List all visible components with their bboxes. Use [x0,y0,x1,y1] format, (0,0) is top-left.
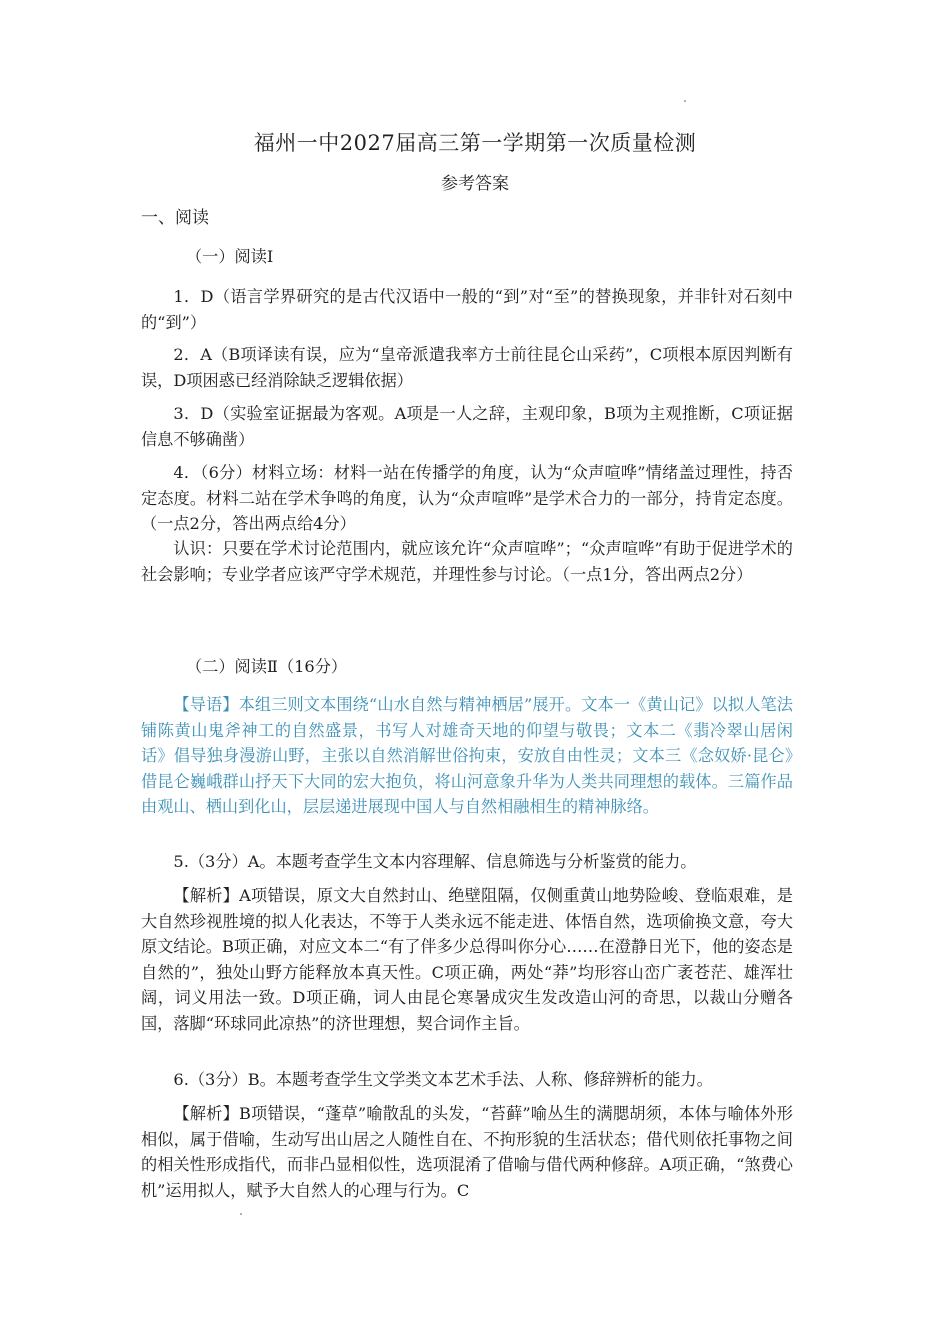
reading2-intro: 【导语】本组三则文本围绕“山水自然与精神栖居”展开。文本一《黄山记》以拟人笔法铺陈黄山鬼斧神工的自然盛景，书写人对雄奇天地的仰望与敬畏；文本二《翡冷翠山居闲话》倡导独身漫游山野，主张以自然消解世俗拘束，安放自由性灵；文本三《念奴娇·昆仑》借昆仑巍峨群山抒天下大同的宏大抱负，将山河意象升华为人类共同理想的载体。三篇作品由观山、栖山到化山，层层递进展现中国人与自然相融相生的精神脉络。 [141,695,793,817]
subsection-heading-reading2: （二）阅读Ⅱ（16分） [186,657,348,676]
answer-q5-analysis: 【解析】A项错误，原文大自然封山、绝壁阻隔，仅侧重黄山地势险峻、登临艰难，是大自然珍视胜境的拟人化表达，不等于人类永远不能走进、体悟自然，选项偷换文意，夸大原文结论。B项正确，对应文本二“有了伴多少总得叫你分心……在澄静日光下，他的姿态是自然的”，独处山野方能释放本真天性。C项正确，两处“莽”均形容山峦广袤苍茫、雄浑壮阔，词义用法一致。D项正确，词人由昆仑寒暑成灾生发改造山河的奇思，以裁山分赠各国，落脚“环球同此凉热”的济世理想，契合词作主旨。 [141,886,793,1033]
answer-q5-head: 5.（3分）A。本题考查学生文本内容理解、信息筛选与分析鉴赏的能力。 [173,852,697,871]
page-subtitle: 参考答案 [441,174,509,194]
answer-q6-analysis: 【解析】B项错误，“蓬草”喻散乱的头发，“苔藓”喻丛生的满腮胡须，本体与喻体外形相似，属于借喻，生动写出山居之人随性自在、不拘形貌的生活状态；借代则依托事物之间的相关性形成指代，而非凸显相似性，选项混淆了借喻与借代两种修辞。A项正确，“煞费心机”运用拟人，赋予大自然人的心理与行为。C [141,1104,793,1200]
answer-q6-head: 6.（3分）B。本题考查学生文学类文本艺术手法、人称、修辞辨析的能力。 [173,1070,713,1089]
answer-q3: 3．D（实验室证据最为客观。A项是一人之辞，主观印象，B项为主观推断，C项证据信息不够确凿） [141,404,793,449]
page-title: 福州一中2027届高三第一学期第一次质量检测 [253,131,697,155]
section-heading-reading: 一、阅读 [141,208,209,228]
answer-q1: 1．D（语言学界研究的是古代汉语中一般的“到”对“至”的替换现象，并非针对石刻中的“到”） [141,287,793,332]
scan-speck [684,100,686,102]
answer-q2: 2．A（B项译读有误，应为“皇帝派遣我率方士前往昆仑山采药”，C项根本原因判断有误，D项困惑已经消除缺乏逻辑依据） [141,345,793,390]
answer-q4-view: 认识：只要在学术讨论范围内，就应该允许“众声喧哗”；“众声喧哗”有助于促进学术的社会影响；专业学者应该严守学术规范，并理性参与讨论。（一点1分，答出两点2分） [141,539,793,584]
subsection-heading-reading1: （一）阅读Ⅰ [186,247,274,266]
answer-q4-stance: 4．（6分）材料立场：材料一站在传播学的角度，认为“众声喧哗”情绪盖过理性，持否定态度。材料二站在学术争鸣的角度，认为“众声喧哗”是学术合力的一部分，持肯定态度。（一点2分，答出两点给4分） [141,463,793,534]
scan-speck [240,1213,242,1215]
